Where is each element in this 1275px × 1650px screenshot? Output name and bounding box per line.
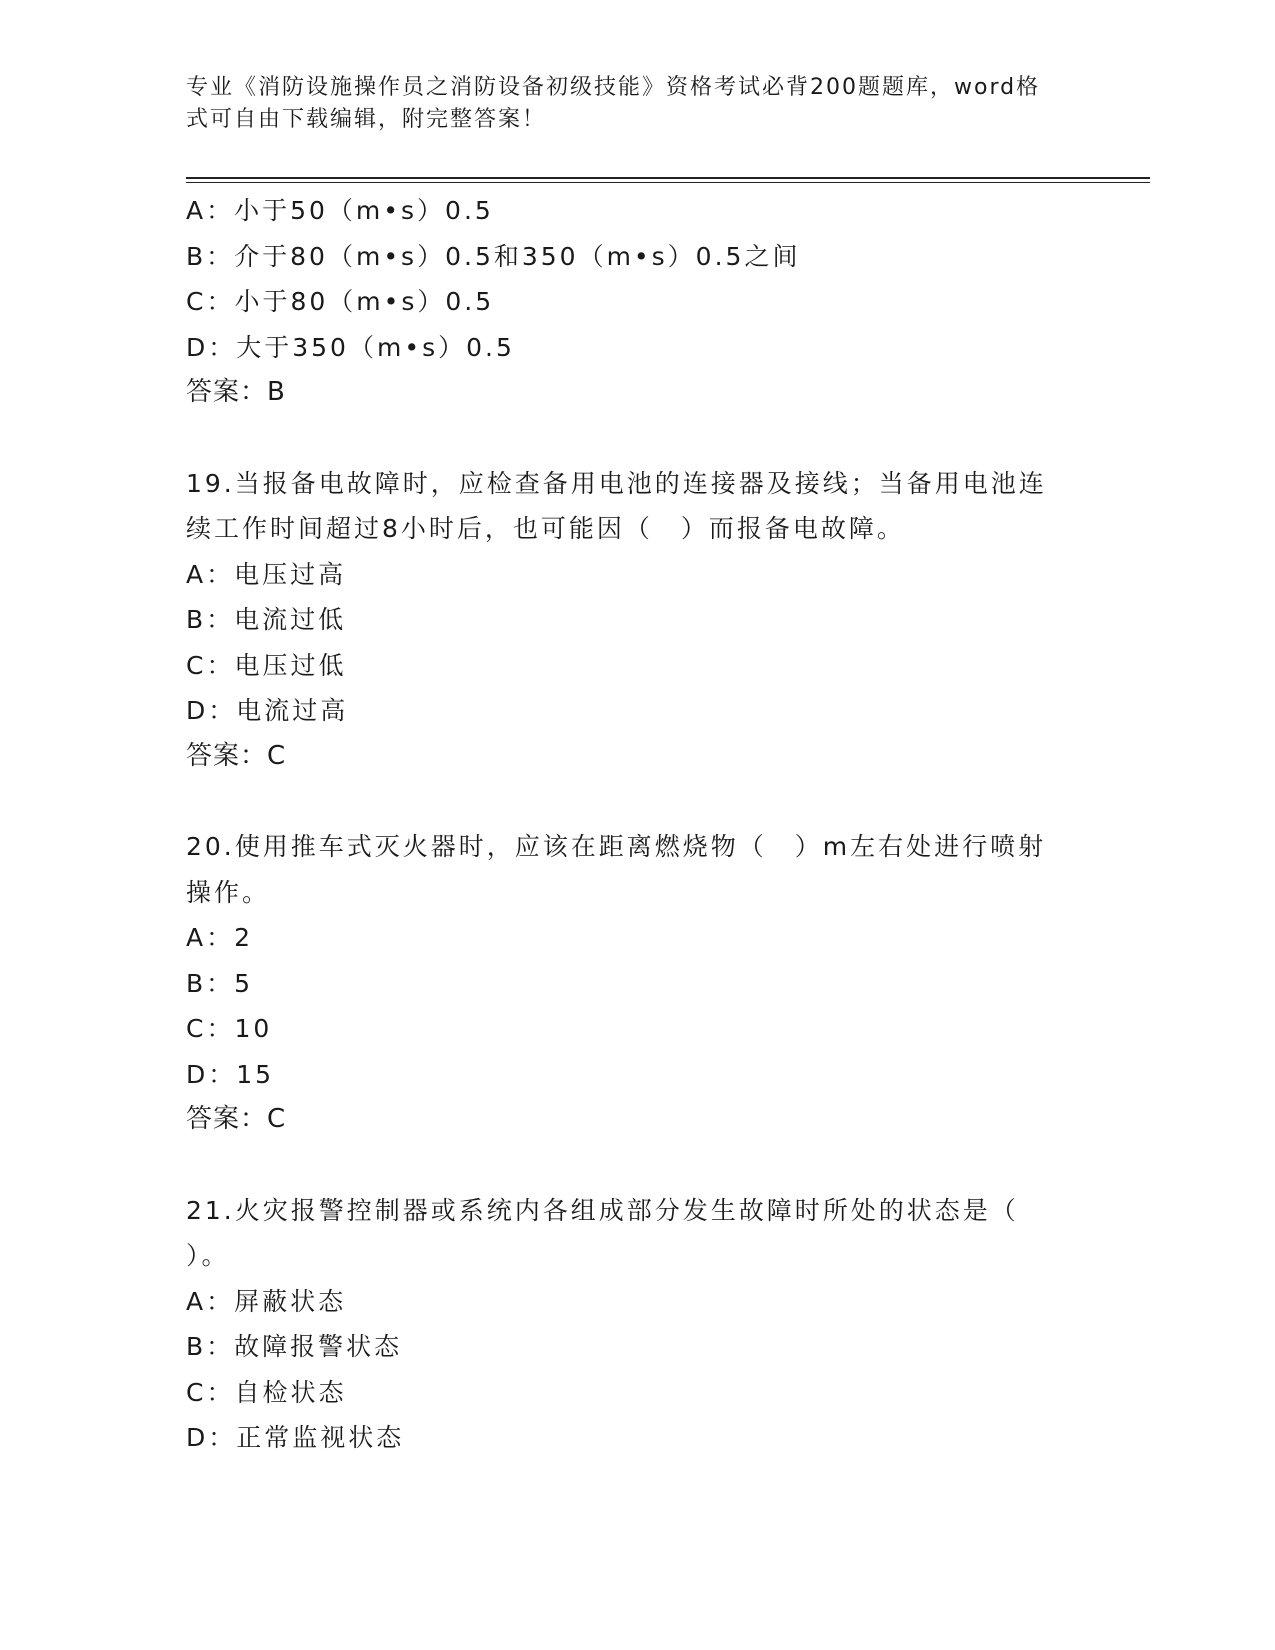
spacer	[186, 779, 1086, 824]
option-b: B：介于80（m•s）0.5和350（m•s）0.5之间	[186, 241, 801, 271]
option-c: C：自检状态	[186, 1377, 347, 1407]
option-c: C：10	[186, 1014, 273, 1043]
answer: 答案：C	[186, 740, 287, 771]
option-d: D：正常监视状态	[186, 1423, 405, 1452]
option-b: B：5	[186, 968, 254, 998]
option-d: D：电流过高	[186, 696, 349, 725]
option-b: B：故障报警状态	[186, 1332, 403, 1361]
question-text-line-1: 21.火灾报警控制器或系统内各组成部分发生故障时所处的状态是（	[186, 1195, 1019, 1225]
question-21	[186, 1188, 1086, 1461]
header-divider-thin	[186, 182, 1150, 183]
question-text-line-1: 19.当报备电故障时，应检查备用电池的连接器及接线；当备用电池连	[186, 468, 1047, 498]
answer: 答案：B	[186, 377, 286, 407]
option-a: A：电压过高	[186, 559, 347, 589]
spacer	[186, 1143, 1086, 1188]
question-list	[186, 188, 1086, 1461]
document-header	[186, 72, 1066, 136]
header-divider-thick	[186, 177, 1150, 179]
option-d: D：15	[186, 1059, 275, 1089]
answer: 答案：C	[186, 1104, 287, 1134]
header-line-1: 专业《消防设施操作员之消防设备初级技能》资格考试必背200题题库，word格	[186, 75, 1041, 100]
spacer	[186, 416, 1086, 461]
option-b: B：电流过低	[186, 605, 347, 634]
option-a: A：2	[186, 923, 254, 952]
option-a: A：屏蔽状态	[186, 1286, 347, 1316]
option-d: D：大于350（m•s）0.5	[186, 332, 515, 362]
question-19	[186, 461, 1086, 780]
option-a: A：小于50（m•s）0.5	[186, 196, 494, 225]
question-text-line-2: 续工作时间超过8小时后，也可能因（ ）而报备电故障。	[186, 514, 905, 543]
question-20	[186, 824, 1086, 1143]
question-text-line-1: 20.使用推车式灭火器时，应该在距离燃烧物（ ）m左右处进行喷射	[186, 832, 1047, 861]
option-c: C：电压过低	[186, 650, 347, 680]
header-line-2: 式可自由下载编辑，附完整答案！	[186, 107, 547, 132]
question-18	[186, 188, 1086, 416]
option-c: C：小于80（m•s）0.5	[186, 287, 495, 316]
question-text-line-2: 操作。	[186, 877, 271, 907]
question-text-line-2: ）。	[186, 1241, 230, 1270]
